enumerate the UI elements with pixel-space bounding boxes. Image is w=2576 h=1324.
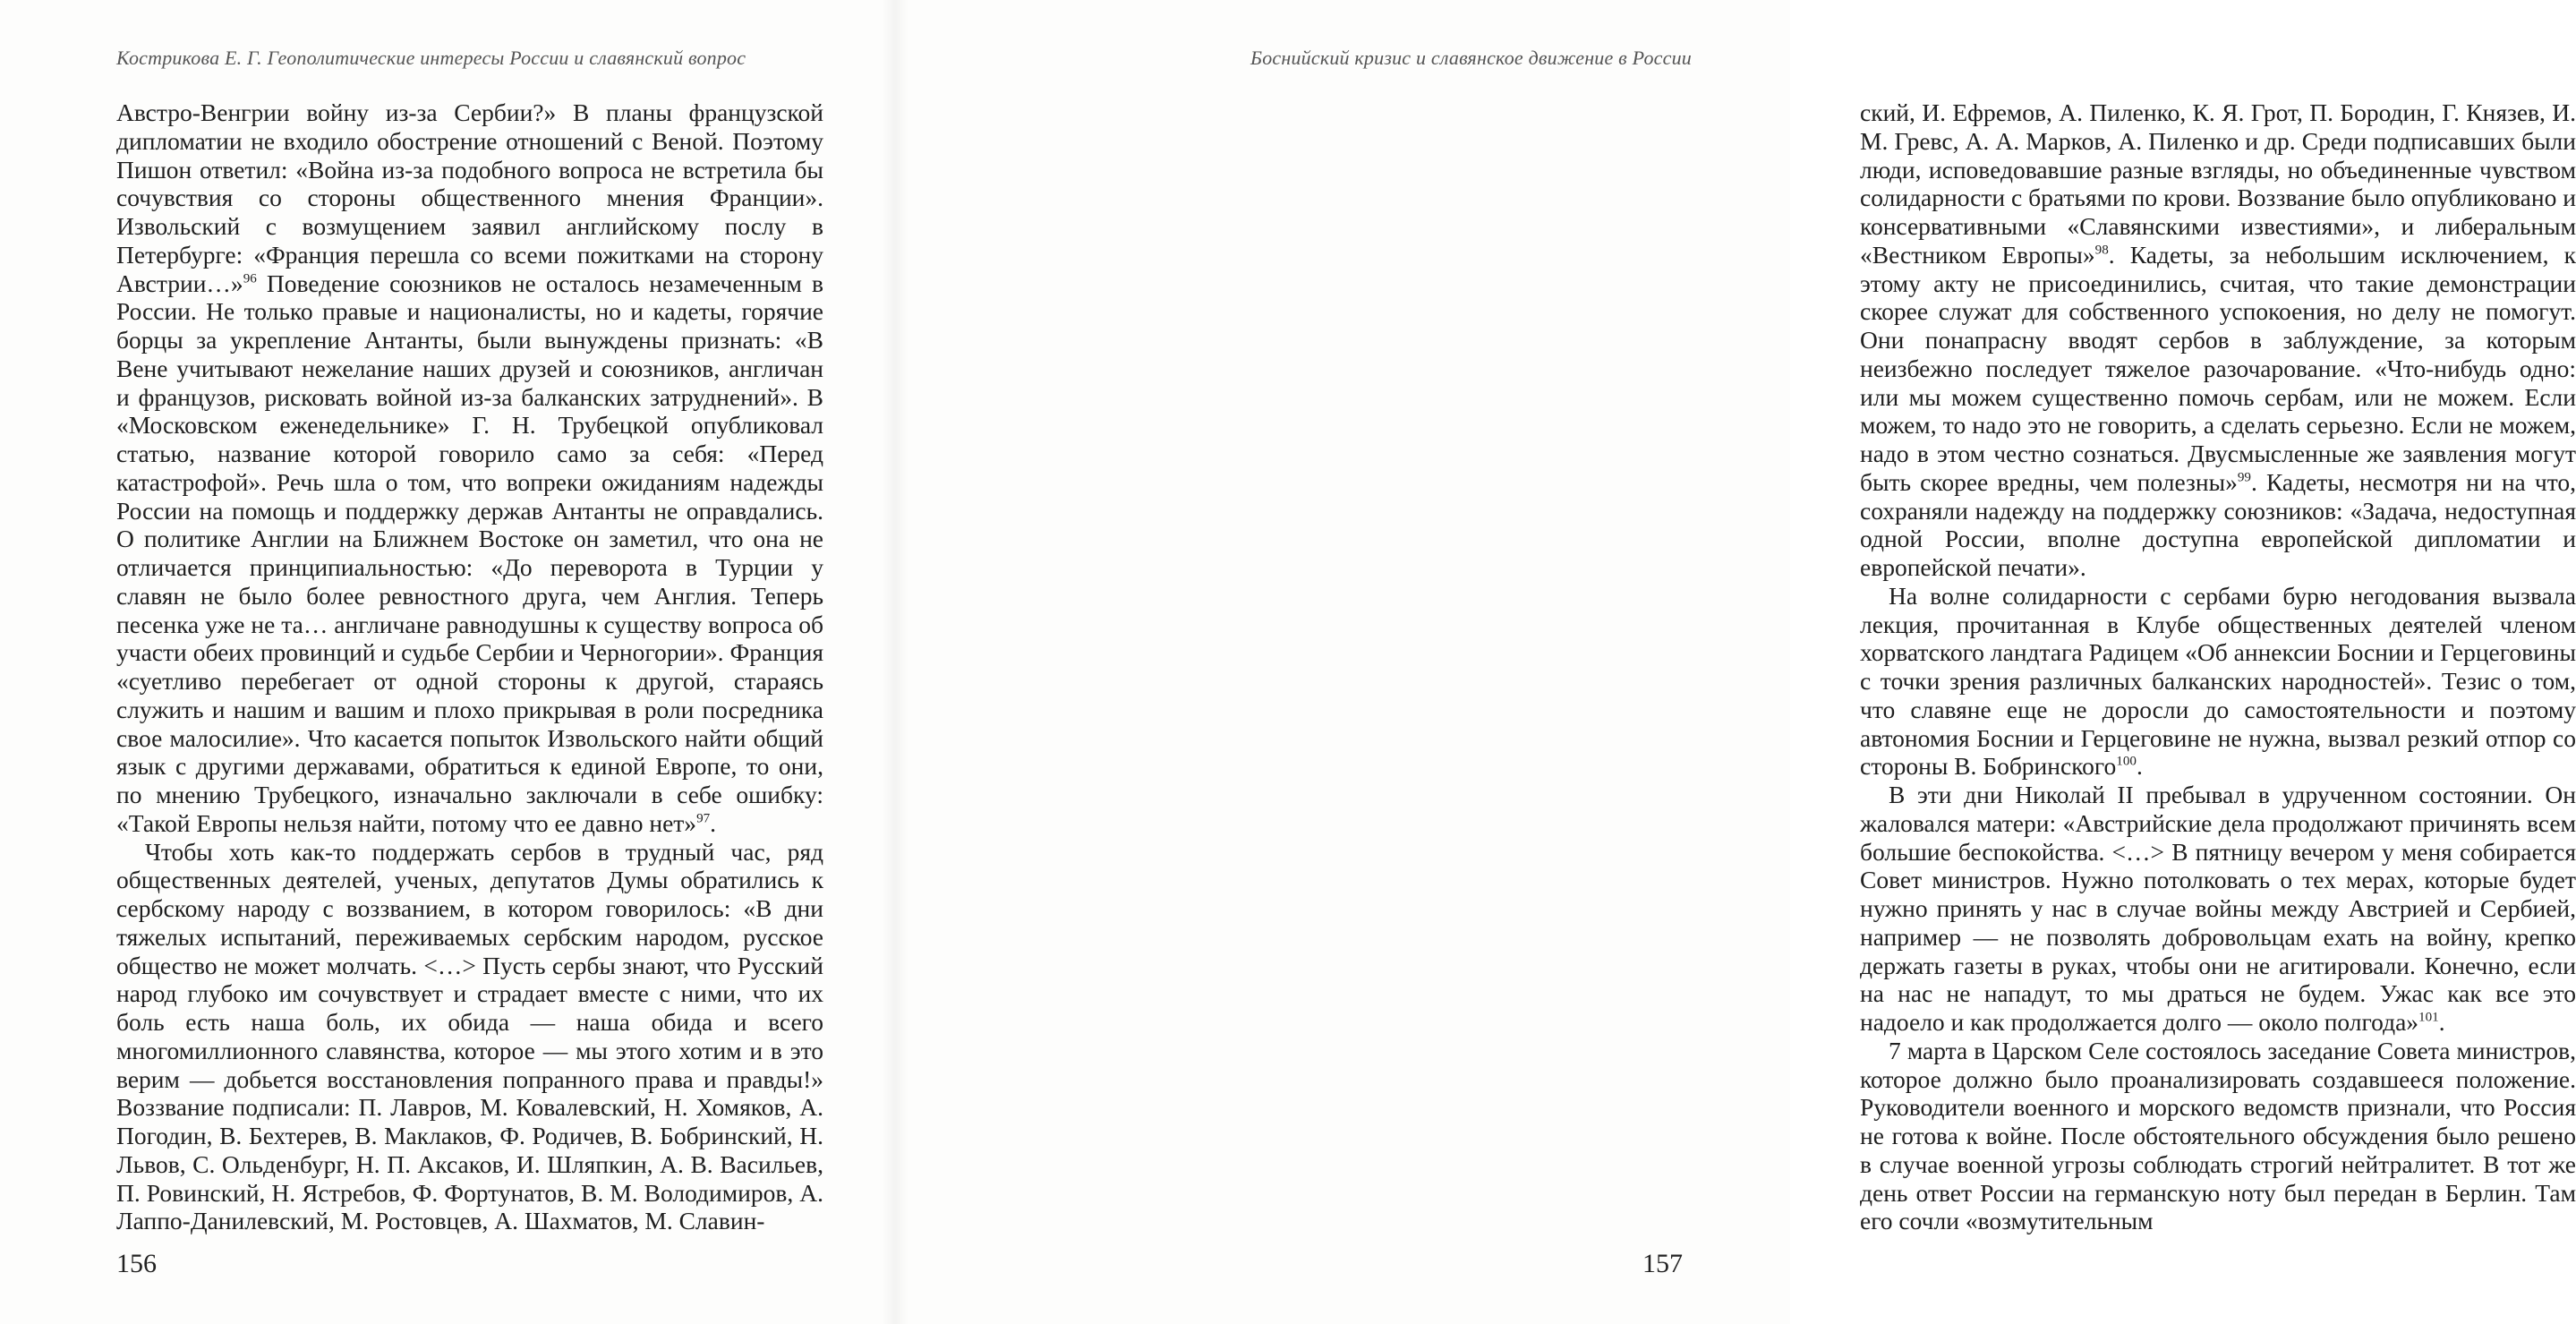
body-text — [1860, 98, 2576, 1235]
footnote-ref: 99 — [2237, 470, 2251, 485]
paragraph: 7 марта в Царском Селе состоялось заседание Совета министров, которое должно было проанализировать создавшееся положение. Руководители военного и морского ведомств признали, что Россия не готова к войне. После обстоятельного обсуждения было решено в случае военной угрозы соблюдать строгий нейтралитет. В тот же день ответ России на германскую ноту был передан в Берлин. Там его сочли «возмутительным — [1860, 1036, 2576, 1235]
running-head: Кострикова Е. Г. Геополитические интересы России и славянский вопрос — [116, 47, 746, 69]
body-text — [116, 98, 823, 1235]
right-page — [895, 0, 2576, 1324]
footnote-ref: 97 — [696, 811, 711, 826]
footnote-ref: 100 — [2116, 754, 2137, 769]
footnote-ref: 98 — [2094, 243, 2109, 258]
footnote-ref: 101 — [2418, 1010, 2439, 1025]
page-number: 157 — [1642, 1249, 1683, 1278]
footnote-ref: 96 — [243, 270, 257, 286]
paragraph: Чтобы хоть как-то поддержать сербов в трудный час, ряд общественных деятелей, ученых, депутатов Думы обратились к сербскому народу с воззванием, в котором говорилось: «В дни тяжелых испытаний, переживаемых сербским народом, русское общество не может молчать. <…> Пусть сербы знают, что Русский народ глубоко им сочувствует и страдает вместе с ними, что их боль есть наша боль, их обида — наша обида и всего многомиллионного славянства, которое — мы этого хотим и в это верим — добьется восстановления попранного права и правды!» Воззвание подписали: П. Лавров, М. Ковалевский, Н. Хомяков, А. Погодин, В. Бехтерев, В. Маклаков, Ф. Родичев, В. Бобринский, Н. Львов, С. Ольденбург, Н. П. Аксаков, И. Шляпкин, А. В. Васильев, П. Ровинский, Н. Ястребов, Ф. Фортунатов, В. М. Володимиров, А. Лаппо-Данилевский, М. Ростовцев, А. Шахматов, М. Славин- — [116, 837, 823, 1235]
paragraph: На волне солидарности с сербами бурю негодования вызвала лекция, прочитанная в Клубе общественных деятелей членом хорватского ландтага Радицем «Об аннексии Боснии и Герцеговины с точки зрения различных балканских народностей». Тезис о том, что славяне еще не доросли до самостоятельности и поэтому автономия Боснии и Герцеговине не нужна, вызвал резкий отпор со стороны В. Бобринского$^{100}$. — [1860, 581, 2576, 781]
page-number: 156 — [116, 1249, 157, 1278]
left-page — [0, 0, 895, 1324]
paragraph: ский, И. Ефремов, А. Пиленко, К. Я. Грот, П. Бородин, Г. Князев, И. М. Гревс, А. А. Марков, А. Пиленко и др. Среди подписавших были люди, исповедовавшие разные взгляды, но объединенные чувством солидарности с братьями по крови. Воззвание было опубликовано и консервативными «Славянскими известиями», и либеральным «Вестником Европы»$^{98}$. Кадеты, за небольшим исключением, к этому акту не присоединились, считая, что такие демонстрации скорее служат для собственного успокоения, но делу не помогут. Они понапрасну вводят сербов в заблуждение, за которым неизбежно последует тяжелое разочарование. «Что-нибудь одно: или мы можем существенно помочь сербам, или не можем. Если можем, то надо это не говорить, а сделать серьезно. Если не можем, надо в этом честно сознаться. Двусмысленные же заявления могут быть скорее вредны, чем полезны»$^{99}$. Кадеты, несмотря ни на что, сохраняли надежду на поддержку союзников: «Задача, недоступная одной России, вполне доступна европейской дипломатии и европейской печати». — [1860, 98, 2576, 581]
paragraph: Австро-Венгрии войну из-за Сербии?» В планы французской дипломатии не входило обострение отношений с Веной. Поэтому Пишон ответил: «Война из-за подобного вопроса не встретила бы сочувствия со стороны общественного мнения Франции». Извольский с возмущением заявил английскому послу в Петербурге: «Франция перешла со всеми пожитками на сторону Австрии…»$^{96}$ Поведение союзников не осталось незамеченным в России. Не только правые и националисты, но и кадеты, горячие борцы за укрепление Антанты, были вынуждены признать: «В Вене учитывают нежелание наших друзей и союзников, англичан и французов, рисковать войной из-за балканских затруднений». В «Московском еженедельнике» Г. Н. Трубецкой опубликовал статью, название которой говорило само за себя: «Перед катастрофой». Речь шла о том, что вопреки ожиданиям надежды России на помощь и поддержку держав Антанты не оправдались. О политике Англии на Ближнем Востоке он заметил, что она не отличается принципиальностью: «До переворота в Турции у славян не было более ревностного друга, чем Англия. Теперь песенка уже не та… англичане равнодушны к существу вопроса об участи обеих провинций и судьбе Сербии и Черногории». Франция «суетливо перебегает от одной стороны к другой, стараясь служить и нашим и вашим и плохо прикрывая в роли посредника свое малосилие». Что касается попыток Извольского найти общий язык с другими державами, обратиться к единой Европе, то они, по мнению Трубецкого, изначально заключали в себе ошибку: «Такой Европы нельзя найти, потому что ее давно нет»$^{97}$. — [116, 98, 823, 837]
running-head: Боснийский кризис и славянское движение в России — [1250, 47, 1692, 69]
paragraph: В эти дни Николай II пребывал в удрученном состоянии. Он жаловался матери: «Австрийские дела продолжают причинять всем большие беспокойства. <…> В пятницу вечером у меня собирается Совет министров. Нужно потолковать о тех мерах, которые будет нужно принять у нас в случае войны между Австрией и Сербией, например — не позволять добровольцам ехать на войну, крепко держать газеты в руках, чтобы они не агитировали. Конечно, если на нас не нападут, то мы драться не будем. Ужас как все это надоело и как продолжается долго — около полгода»$^{101}$. — [1860, 781, 2576, 1036]
